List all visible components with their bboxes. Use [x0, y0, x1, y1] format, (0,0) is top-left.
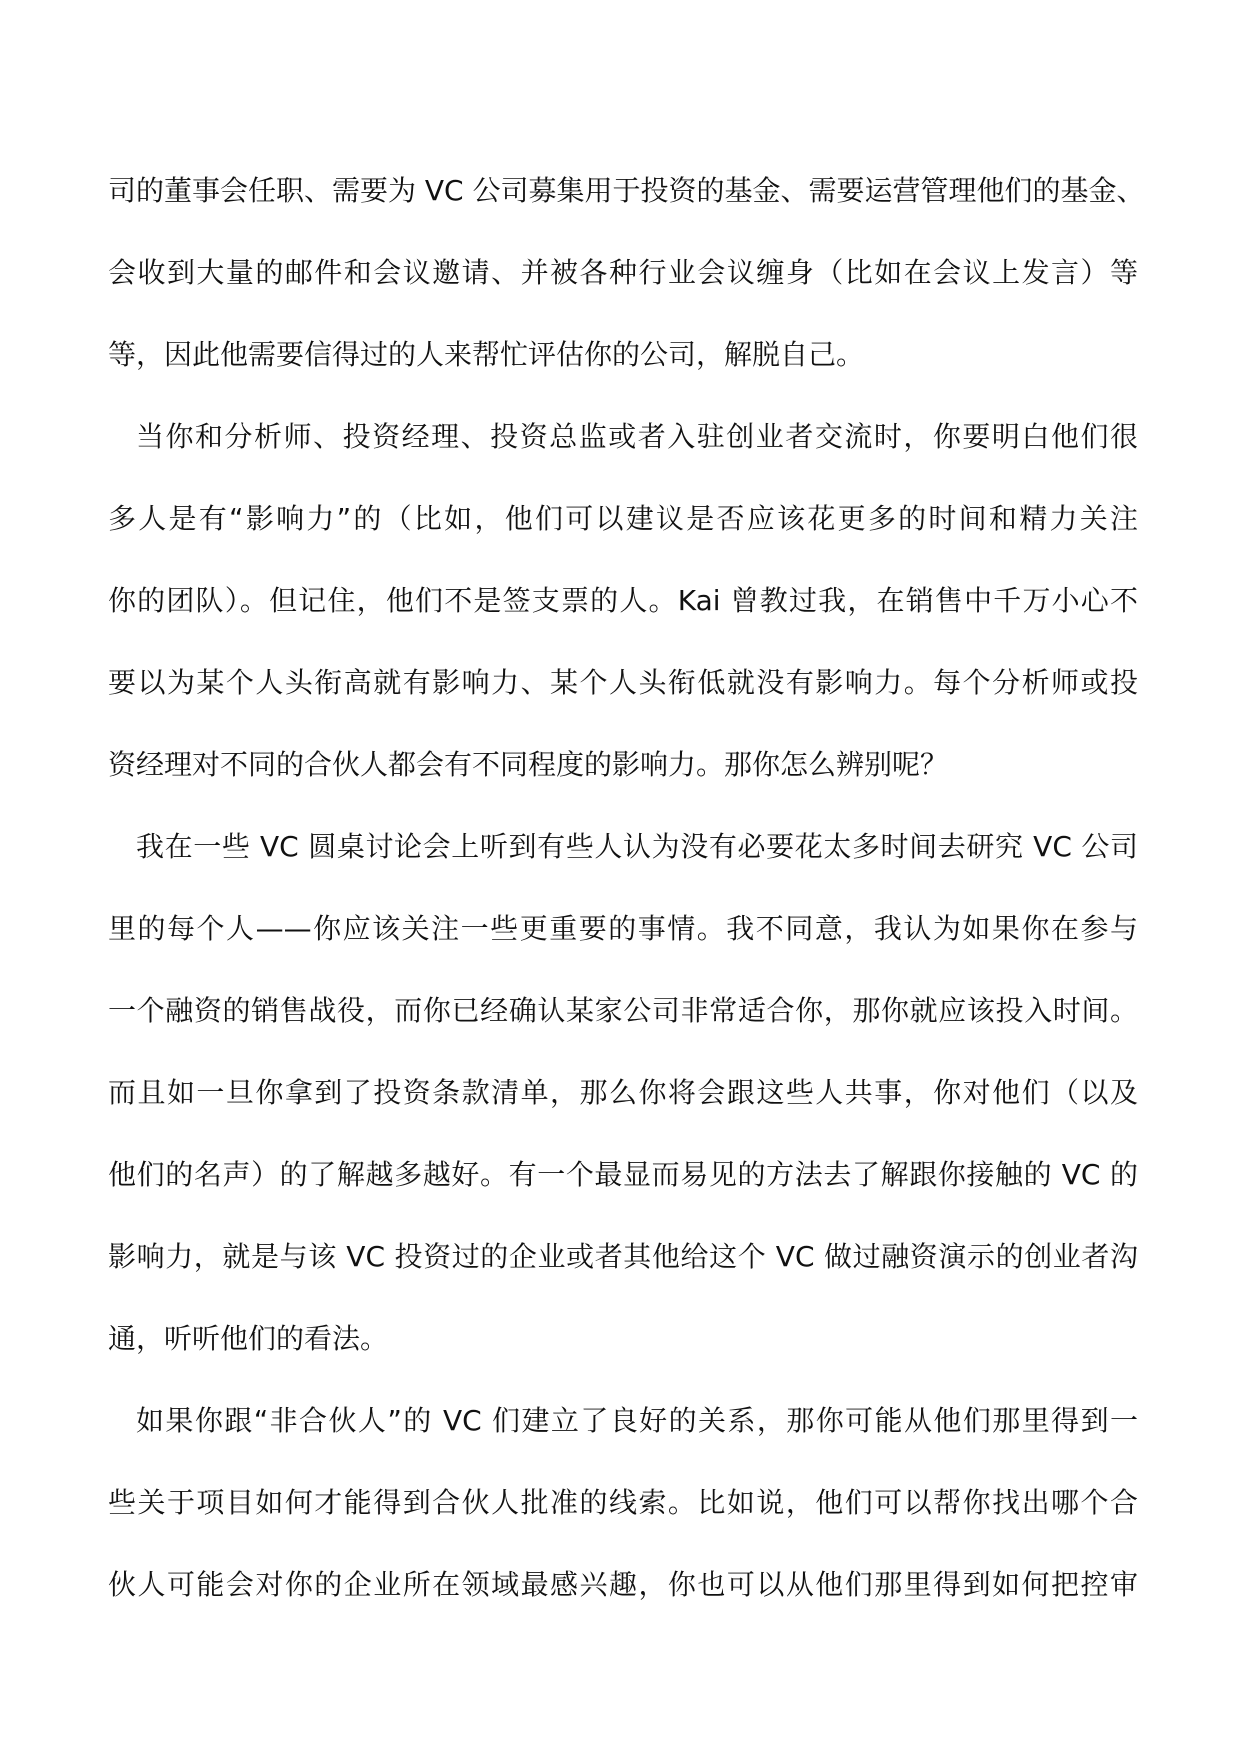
text-line: 伙人可能会对你的企业所在领域最感兴趣，你也可以从他们那里得到如何把控审: [108, 1568, 1138, 1601]
text-line: 他们的名声）的了解越多越好。有一个最显而易见的方法去了解跟你接触的 VC 的: [108, 1158, 1138, 1191]
text-line: 等，因此他需要信得过的人来帮忙评估你的公司，解脱自己。: [108, 338, 865, 371]
paragraph-start-line: 当你和分析师、投资经理、投资总监或者入驻创业者交流时，你要明白他们很: [136, 420, 1138, 453]
paragraph-start-line: 我在一些 VC 圆桌讨论会上听到有些人认为没有必要花太多时间去研究 VC 公司: [136, 830, 1138, 863]
text-line: 多人是有“影响力”的（比如，他们可以建议是否应该花更多的时间和精力关注: [108, 502, 1138, 535]
text-line: 司的董事会任职、需要为 VC 公司募集用于投资的基金、需要运营管理他们的基金、: [108, 174, 1145, 207]
paragraph-start-line: 如果你跟“非合伙人”的 VC 们建立了良好的关系，那你可能从他们那里得到一: [136, 1404, 1138, 1437]
text-line: 一个融资的销售战役，而你已经确认某家公司非常适合你，那你就应该投入时间。: [108, 994, 1138, 1027]
body-text: [108, 150, 1145, 1626]
text-line: 要以为某个人头衔高就有影响力、某个人头衔低就没有影响力。每个分析师或投: [108, 666, 1138, 699]
text-line: 里的每个人——你应该关注一些更重要的事情。我不同意，我认为如果你在参与: [108, 912, 1138, 945]
text-line: 会收到大量的邮件和会议邀请、并被各种行业会议缠身（比如在会议上发言）等: [108, 256, 1138, 289]
text-line: 资经理对不同的合伙人都会有不同程度的影响力。那你怎么辨别呢？: [108, 748, 949, 781]
text-line: 你的团队）。但记住，他们不是签支票的人。Kai 曾教过我，在销售中千万小心不: [108, 584, 1138, 617]
text-line: 影响力，就是与该 VC 投资过的企业或者其他给这个 VC 做过融资演示的创业者沟: [108, 1240, 1138, 1273]
text-line: 而且如一旦你拿到了投资条款清单，那么你将会跟这些人共事，你对他们（以及: [108, 1076, 1138, 1109]
text-line: 通，听听他们的看法。: [108, 1322, 389, 1355]
text-line: 些关于项目如何才能得到合伙人批准的线索。比如说，他们可以帮你找出哪个合: [108, 1486, 1138, 1519]
